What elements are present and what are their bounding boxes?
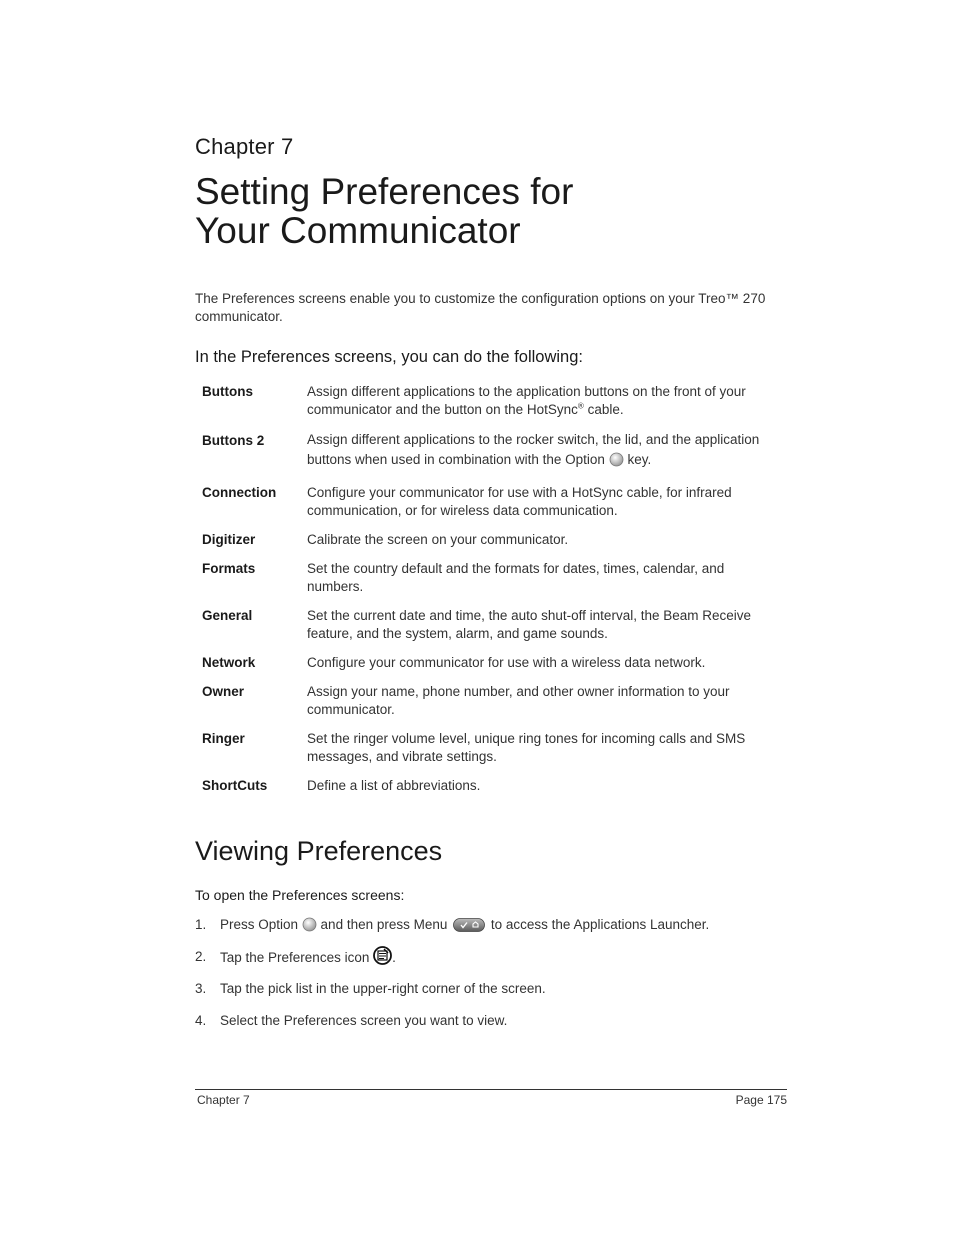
footer-chapter: Chapter 7 xyxy=(197,1093,250,1107)
definition-row xyxy=(202,560,787,596)
definition-row xyxy=(202,531,787,549)
preferences-lead: In the Preferences screens, you can do the following: xyxy=(195,348,583,366)
definition-term: Digitizer xyxy=(202,532,256,547)
step-text-part: and then press Menu xyxy=(316,917,452,932)
footer-page-number: Page 175 xyxy=(735,1093,787,1107)
step-text-part: to access the Applications Launcher. xyxy=(487,917,710,932)
definition-desc-part: cable. xyxy=(583,402,624,417)
step-text: Select the Preferences screen you want to view. xyxy=(220,1013,508,1028)
option-key-icon xyxy=(609,452,624,473)
definition-desc xyxy=(307,430,787,473)
step-text-part: Press Option xyxy=(220,917,302,932)
step-number: 1. xyxy=(195,917,207,932)
step-item xyxy=(195,914,787,946)
definition-desc: Define a list of abbreviations. xyxy=(307,778,481,793)
step-text-part: . xyxy=(392,950,396,965)
step-text xyxy=(220,914,787,946)
definition-row xyxy=(202,430,787,473)
intro-paragraph: The Preferences screens enable you to customize the configuration options on your Treo™ 270 communicator. xyxy=(195,291,766,324)
definition-row xyxy=(202,730,787,766)
section-title: Viewing Preferences xyxy=(195,836,443,866)
step-text: Tap the pick list in the upper-right corner of the screen. xyxy=(220,981,546,996)
definition-row xyxy=(202,383,787,419)
step-text xyxy=(220,946,787,978)
page-title-line-1: Setting Preferences for xyxy=(195,171,574,212)
definition-term: Formats xyxy=(202,561,256,576)
step-item xyxy=(195,946,787,978)
menu-key-icon xyxy=(453,917,485,939)
definition-desc: Set the current date and time, the auto shut-off interval, the Beam Receive feature, and the system, alarm, and game sounds. xyxy=(307,608,752,641)
definition-desc: Configure your communicator for use with a HotSync cable, for infrared communication, or for wireless data communication. xyxy=(307,485,732,518)
option-key-icon xyxy=(302,917,317,939)
definition-desc: Set the ringer volume level, unique ring tones for incoming calls and SMS messages, and vibrate settings. xyxy=(307,731,746,764)
definition-row xyxy=(202,683,787,719)
definition-term: Buttons 2 xyxy=(202,433,265,448)
footer-divider xyxy=(195,1089,787,1090)
definition-term: Connection xyxy=(202,485,277,500)
definition-desc: Calibrate the screen on your communicator. xyxy=(307,532,569,547)
registered-mark: ® xyxy=(577,401,584,411)
page-title-line-2: Your Communicator xyxy=(195,210,521,251)
definition-row xyxy=(202,777,787,795)
step-item xyxy=(195,978,787,1010)
definition-term: Owner xyxy=(202,684,245,699)
steps-lead: To open the Preferences screens: xyxy=(195,887,405,903)
step-number: 3. xyxy=(195,981,207,996)
definition-desc-part: Assign different applications to the application buttons on the front of your communicator and the button on the HotSync xyxy=(307,384,746,417)
definition-desc: Assign your name, phone number, and other owner information to your communicator. xyxy=(307,684,730,717)
page-title xyxy=(195,172,755,250)
step-text-part: Tap the Preferences icon xyxy=(220,950,374,965)
definition-desc: Set the country default and the formats for dates, times, calendar, and numbers. xyxy=(307,561,725,594)
definition-term: Buttons xyxy=(202,384,253,399)
definition-term: ShortCuts xyxy=(202,778,268,793)
definition-row xyxy=(202,484,787,520)
step-item xyxy=(195,1010,787,1042)
preferences-app-icon xyxy=(373,946,392,972)
definition-row xyxy=(202,607,787,643)
step-number: 4. xyxy=(195,1013,207,1028)
step-number: 2. xyxy=(195,949,207,964)
definition-desc-part: key. xyxy=(623,452,652,467)
definition-term: General xyxy=(202,608,253,623)
definition-row xyxy=(202,654,787,672)
chapter-label: Chapter 7 xyxy=(195,134,294,159)
definition-desc-part: Assign different applications to the rocker switch, the lid, and the application buttons when used in combination with the Option xyxy=(307,432,760,467)
definition-term: Ringer xyxy=(202,731,245,746)
definition-desc xyxy=(307,383,787,419)
definition-term: Network xyxy=(202,655,256,670)
steps-list xyxy=(195,914,787,1042)
definition-desc: Configure your communicator for use with a wireless data network. xyxy=(307,655,706,670)
preferences-definition-list xyxy=(202,383,787,806)
